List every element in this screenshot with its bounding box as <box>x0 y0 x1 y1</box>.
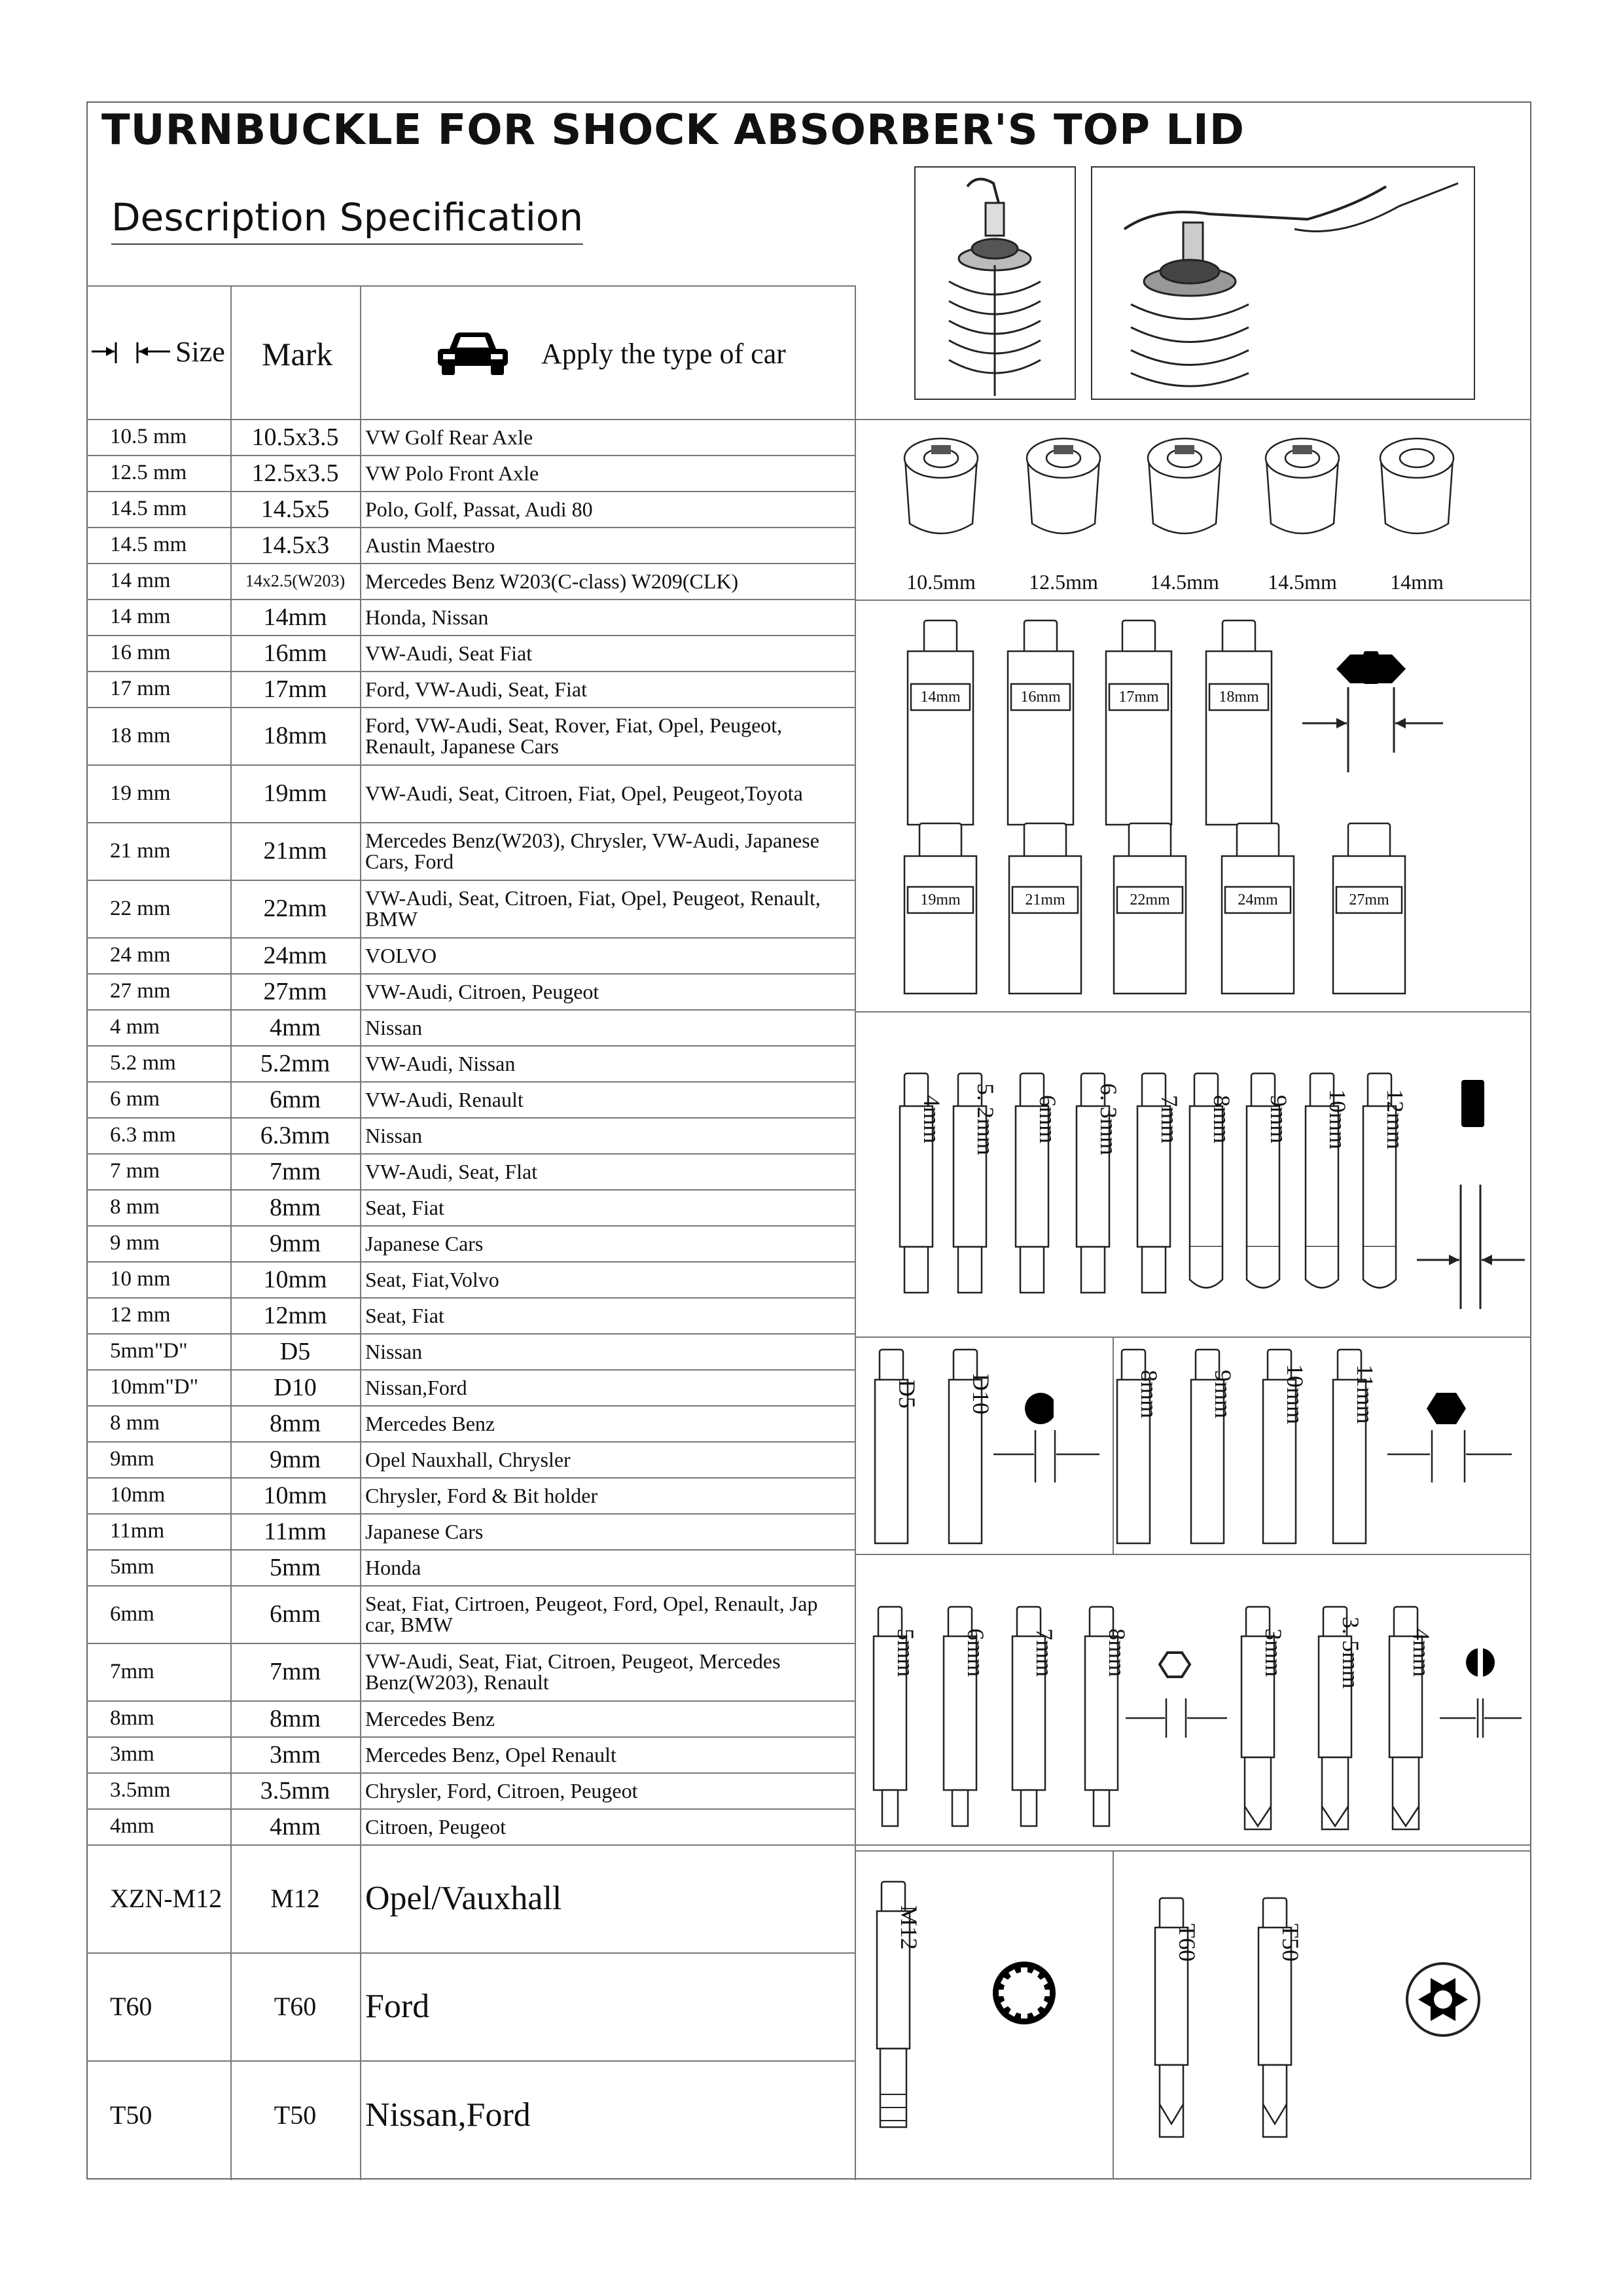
row-mark: 14mm <box>263 603 327 631</box>
row-size: 14 mm <box>110 605 171 628</box>
hex-socket-body <box>1008 651 1073 825</box>
torx-profile-icon <box>1434 1990 1452 2009</box>
row-mark: 5mm <box>269 1553 321 1581</box>
row-size: 7 mm <box>110 1159 160 1183</box>
row-size: 14 mm <box>110 569 171 592</box>
row-size: T60 <box>110 1991 152 2021</box>
row-size: 27 mm <box>110 979 171 1003</box>
row-size: 14.5 mm <box>110 497 187 520</box>
socket-slot <box>1293 445 1312 454</box>
bit-label: D10 <box>968 1374 994 1414</box>
row-size: 19 mm <box>110 781 171 805</box>
row-size: 10mm <box>110 1483 166 1507</box>
row-mark: T60 <box>274 1991 317 2021</box>
row-car: Mercedes Benz <box>365 1706 495 1731</box>
bit-label: 7mm <box>1156 1094 1183 1144</box>
bit-label: 6mm <box>963 1628 989 1677</box>
bit-shank <box>1020 1247 1044 1293</box>
spline-profile-icon <box>1003 1972 1045 2014</box>
row-mark: 5.2mm <box>260 1049 330 1077</box>
hex-profile-icon <box>1461 1080 1484 1127</box>
row-car: VW-Audi, Seat, Citroen, Fiat, Opel, Peugeot,Toyota <box>365 781 803 805</box>
row-size: 6mm <box>110 1602 154 1626</box>
row-car: Nissan,Ford <box>365 2096 531 2134</box>
row-car: Mercedes Benz(W203), Chrysler, VW-Audi, Japanese Cars, Ford <box>365 829 819 873</box>
socket-label: 14.5mm <box>1150 570 1219 594</box>
row-car: VW-Audi, Nissan <box>365 1051 516 1075</box>
row-car: Opel/Vauxhall <box>365 1879 562 1917</box>
row-mark: 8mm <box>269 1409 321 1437</box>
bit-label: 4mm <box>919 1094 945 1144</box>
bit-tip <box>1363 1247 1396 1288</box>
bit-head <box>880 1350 903 1382</box>
bit-label: 8mm <box>1136 1369 1162 1419</box>
row-mark: 6.3mm <box>260 1121 330 1149</box>
row-mark: 8mm <box>269 1193 321 1221</box>
row-size: 17 mm <box>110 677 171 700</box>
row-size: 12.5 mm <box>110 461 187 484</box>
row-car: Chrysler, Ford, Citroen, Peugeot <box>365 1778 638 1803</box>
hex-profile-icon <box>1160 1653 1190 1677</box>
row-car: Honda, Nissan <box>365 605 489 629</box>
hex-socket-label: 16mm <box>1020 689 1061 706</box>
page-title: TURNBUCKLE FOR SHOCK ABSORBER'S TOP LID <box>101 106 1245 154</box>
header-car: Apply the type of car <box>541 338 786 370</box>
row-car: Ford, VW-Audi, Seat, Fiat <box>365 677 587 701</box>
row-size: 5mm <box>110 1555 154 1579</box>
row-mark: 4mm <box>269 1812 321 1840</box>
measure-arrow <box>1336 718 1347 728</box>
header-size: Size <box>175 336 225 368</box>
hex-socket-head <box>1222 620 1255 655</box>
row-size: 10.5 mm <box>110 425 187 448</box>
row-car: Japanese Cars <box>365 1519 484 1543</box>
row-size: 10 mm <box>110 1267 171 1291</box>
bit-label: 5mm <box>893 1628 919 1677</box>
hex-profile-icon <box>1336 655 1406 683</box>
bit-shank <box>1081 1247 1105 1293</box>
row-size: 9mm <box>110 1447 154 1471</box>
hex-socket-body <box>1206 651 1272 825</box>
row-car: VW-Audi, Citroen, Peugeot <box>365 979 599 1003</box>
row-car: Seat, Fiat <box>365 1303 444 1327</box>
socket-hole <box>1400 449 1434 467</box>
hex-socket-label: 27mm <box>1349 891 1389 908</box>
row-car: Citroen, Peugeot <box>365 1814 507 1839</box>
bit-label: 3mm <box>1260 1628 1287 1677</box>
row-car: Seat, Fiat, Cirtroen, Peugeot, Ford, Opel, Renault, Jap car, BMW <box>365 1592 818 1636</box>
row-car: Mercedes Benz <box>365 1411 495 1435</box>
hex-socket-head <box>924 620 957 655</box>
spline-tooth <box>999 1990 1005 1996</box>
row-car: Seat, Fiat,Volvo <box>365 1267 499 1291</box>
bit-label: 10mm <box>1325 1088 1351 1150</box>
socket-slot <box>1175 445 1194 454</box>
bit-label: 7mm <box>1031 1628 1058 1677</box>
hex-socket-label: 14mm <box>920 689 961 706</box>
row-size: 12 mm <box>110 1303 171 1327</box>
row-car: Mercedes Benz, Opel Renault <box>365 1742 616 1767</box>
row-car: Nissan <box>365 1123 423 1147</box>
row-car: Chrysler, Ford & Bit holder <box>365 1483 598 1507</box>
row-size: 21 mm <box>110 838 171 863</box>
row-car: Honda <box>365 1555 421 1579</box>
row-size: 7mm <box>110 1659 154 1683</box>
hex-socket-body <box>1009 856 1081 994</box>
row-car: Ford <box>365 1987 430 2025</box>
measure-arrow <box>1395 718 1406 728</box>
hex-socket-body <box>904 856 976 994</box>
row-size: 8 mm <box>110 1411 160 1435</box>
row-mark: 9mm <box>269 1229 321 1257</box>
row-size: 3.5mm <box>110 1778 171 1802</box>
row-size: 18 mm <box>110 723 171 747</box>
row-mark: 7mm <box>269 1658 321 1685</box>
socket-label: 14.5mm <box>1268 570 1337 594</box>
hex-socket-head <box>1348 823 1390 859</box>
socket-slot <box>1054 445 1073 454</box>
bit-shank <box>904 1247 928 1293</box>
hex-socket-head <box>919 823 961 859</box>
row-size: 4 mm <box>110 1015 160 1039</box>
row-size: 4mm <box>110 1814 154 1838</box>
row-mark: D10 <box>274 1373 317 1401</box>
header-mark: Mark <box>262 336 333 372</box>
page-subtitle: Description Specification <box>111 195 583 245</box>
row-mark: 12mm <box>263 1301 327 1329</box>
row-size: 5.2 mm <box>110 1051 176 1075</box>
row-size: XZN-M12 <box>110 1883 223 1913</box>
row-car: VW-Audi, Seat, Flat <box>365 1159 538 1183</box>
row-car: Mercedes Benz W203(C-class) W209(CLK) <box>365 569 739 593</box>
row-car: Nissan <box>365 1339 423 1363</box>
row-mark: 10mm <box>263 1481 327 1509</box>
socket-label: 14mm <box>1390 570 1444 594</box>
row-size: 22 mm <box>110 896 171 920</box>
hex-socket-head <box>1024 823 1066 859</box>
hex-socket-body <box>908 651 973 825</box>
hex-socket-label: 21mm <box>1025 891 1065 908</box>
bit-label: 4mm <box>1408 1628 1435 1677</box>
bit-shank <box>1263 2065 1287 2137</box>
d-profile-icon <box>1025 1393 1056 1424</box>
bit-label: 5. 2mm <box>972 1083 999 1156</box>
row-car: Austin Maestro <box>365 533 495 557</box>
bit-tip <box>1247 1247 1279 1288</box>
bit-shank <box>958 1247 982 1293</box>
row-mark: 27mm <box>263 977 327 1005</box>
hex-socket-head <box>1129 823 1171 859</box>
bit-tip <box>882 1790 898 1826</box>
row-mark: 10mm <box>263 1265 327 1293</box>
hex-socket-label: 17mm <box>1118 689 1159 706</box>
row-mark: 3mm <box>269 1740 321 1768</box>
bit-shank <box>880 2049 906 2127</box>
row-size: 14.5 mm <box>110 533 187 556</box>
row-mark: 10.5x3.5 <box>251 423 339 451</box>
bit-label: 9mm <box>1210 1369 1236 1419</box>
bit-label: D5 <box>894 1380 920 1408</box>
hex-socket-body <box>1106 651 1171 825</box>
row-mark: 24mm <box>263 941 327 969</box>
row-car: VW Golf Rear Axle <box>365 425 533 449</box>
row-car: Seat, Fiat <box>365 1195 444 1219</box>
row-car: Nissan <box>365 1015 423 1039</box>
row-size: 8mm <box>110 1706 154 1730</box>
bit-shank <box>1142 1247 1166 1293</box>
row-mark: 9mm <box>269 1445 321 1473</box>
row-mark: 6mm <box>269 1085 321 1113</box>
slot-profile-icon <box>1478 1647 1483 1678</box>
socket-label: 12.5mm <box>1029 570 1098 594</box>
row-mark: 7mm <box>269 1157 321 1185</box>
hex-socket-label: 24mm <box>1238 891 1278 908</box>
bit-tip <box>1094 1790 1109 1826</box>
row-mark: 14.5x5 <box>260 495 330 523</box>
row-size: 6 mm <box>110 1087 160 1111</box>
row-car: VW Polo Front Axle <box>365 461 539 485</box>
bit-tip <box>1190 1247 1222 1288</box>
bit-label: 11mm <box>1352 1364 1378 1424</box>
row-mark: 21mm <box>263 837 327 865</box>
measure-arrow <box>1482 1255 1492 1265</box>
hex-profile-icon <box>1427 1393 1466 1424</box>
bit-label: 12mm <box>1382 1088 1408 1150</box>
spline-tooth <box>1043 1990 1050 1996</box>
row-size: 3mm <box>110 1742 154 1766</box>
measure-arrow <box>1449 1255 1459 1265</box>
row-mark: M12 <box>270 1883 320 1913</box>
hex-socket-body <box>1114 856 1186 994</box>
row-size: 8 mm <box>110 1195 160 1219</box>
hex-socket-label: 19mm <box>920 891 961 908</box>
row-car: Ford, VW-Audi, Seat, Rover, Fiat, Opel, Peugeot, Renault, Japanese Cars <box>365 713 783 758</box>
bit-label: 10mm <box>1282 1363 1308 1425</box>
row-size: 9 mm <box>110 1231 160 1255</box>
row-car: VW-Audi, Seat, Fiat, Citroen, Peugeot, Mercedes Benz(W203), Renault <box>365 1649 781 1694</box>
bit-tip <box>1021 1790 1037 1826</box>
row-mark: 4mm <box>269 1013 321 1041</box>
socket-label: 10.5mm <box>906 570 976 594</box>
bit-label: M12 <box>896 1905 922 1950</box>
row-size: 5mm"D" <box>110 1339 188 1363</box>
bit-label: T60 <box>1174 1924 1200 1962</box>
spline-tooth <box>1021 2012 1027 2018</box>
row-size: T50 <box>110 2100 152 2130</box>
row-size: 16 mm <box>110 641 171 664</box>
row-mark: 11mm <box>264 1517 327 1545</box>
row-mark: 22mm <box>263 895 327 922</box>
hex-socket-head <box>1122 620 1155 655</box>
bit-label: T50 <box>1277 1924 1304 1962</box>
row-size: 24 mm <box>110 943 171 967</box>
hex-socket-label: 18mm <box>1219 689 1259 706</box>
row-mark: 8mm <box>269 1704 321 1732</box>
row-mark: 16mm <box>263 639 327 667</box>
row-size: 10mm"D" <box>110 1375 199 1399</box>
hex-socket-head <box>1237 823 1279 859</box>
bit-label: 9mm <box>1266 1094 1292 1144</box>
row-car: VOLVO <box>365 943 437 967</box>
bit-label: 3. 5mm <box>1338 1616 1364 1689</box>
spline-tooth <box>1021 1967 1027 1974</box>
bit-label: 6mm <box>1035 1094 1061 1144</box>
hex-socket-body <box>1222 856 1294 994</box>
row-mark: 6mm <box>269 1600 321 1628</box>
row-mark: 14x2.5(W203) <box>245 571 346 590</box>
row-mark: T50 <box>274 2100 317 2130</box>
socket-slot <box>931 445 951 454</box>
row-size: 6.3 mm <box>110 1123 176 1147</box>
row-mark: 12.5x3.5 <box>251 459 339 487</box>
hex-socket-head <box>1024 620 1057 655</box>
bit-label: 8mm <box>1104 1628 1130 1677</box>
row-car: VW-Audi, Seat Fiat <box>365 641 533 665</box>
d-profile-icon <box>1054 1393 1059 1424</box>
row-car: Nissan,Ford <box>365 1375 467 1399</box>
row-mark: D5 <box>279 1337 311 1365</box>
row-mark: 18mm <box>263 722 327 749</box>
bit-tip <box>1306 1247 1338 1288</box>
bit-tip <box>952 1790 968 1826</box>
row-mark: 14.5x3 <box>260 531 330 559</box>
row-car: Opel Nauxhall, Chrysler <box>365 1447 571 1471</box>
row-car: VW-Audi, Renault <box>365 1087 524 1111</box>
row-car: Polo, Golf, Passat, Audi 80 <box>365 497 593 521</box>
row-mark: 19mm <box>263 780 327 807</box>
bit-shank <box>1160 2065 1183 2137</box>
bit-label: 8mm <box>1209 1094 1235 1144</box>
hex-socket-label: 22mm <box>1130 891 1170 908</box>
row-size: 11mm <box>110 1519 165 1543</box>
hex-socket-body <box>1333 856 1405 994</box>
bit-label: 6. 3mm <box>1096 1083 1122 1156</box>
row-mark: 17mm <box>263 675 327 703</box>
row-mark: 3.5mm <box>260 1776 330 1804</box>
row-car: Japanese Cars <box>365 1231 484 1255</box>
row-car: VW-Audi, Seat, Citroen, Fiat, Opel, Peugeot, Renault, BMW <box>365 886 821 931</box>
